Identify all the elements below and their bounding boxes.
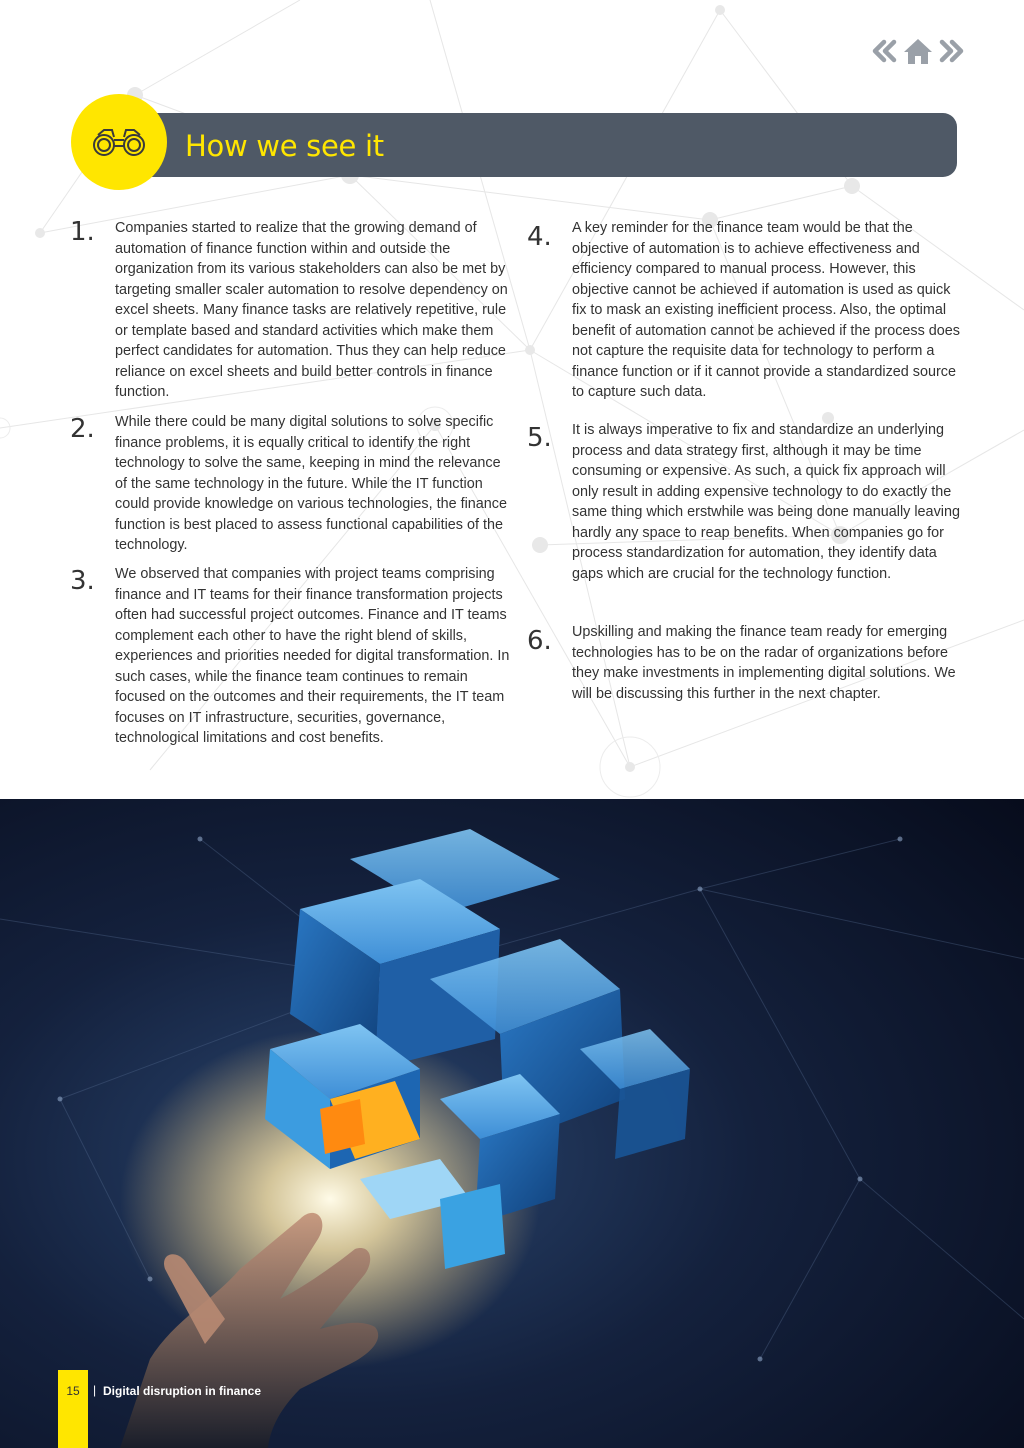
- item-6-number: 6.: [527, 626, 552, 656]
- page-number: 15: [66, 1384, 80, 1398]
- binoculars-icon: [88, 127, 150, 157]
- item-6-text: Upskilling and making the finance team ready for emerging technologies has to be on the radar of organizations before they make investments in implementing digital solutions. We will be discussing this further in the next chapter.: [572, 624, 956, 702]
- section-header-bar: [110, 113, 957, 177]
- header-icon-badge: [71, 94, 167, 190]
- item-2-text: While there could be many digital solutions to solve specific finance problems, it is equally critical to identify the right technology to solve the same, keeping in mind the relevance of the same technology in the future. While the IT function could provide knowledge on various technologies, the finance function is best placed to assess functional capabilities of the technology.: [115, 414, 508, 553]
- footer-document-title: Digital disruption in finance: [103, 1384, 262, 1398]
- next-page-button[interactable]: [936, 34, 968, 68]
- item-5-text: It is always imperative to fix and standardize an underlying process and data strategy first, although it may be time consuming or expensive. As such, a quick fix approach will only result in adding expensive technology to do exactly the same thing which erstwhile was being done manually leaving hardly any space to reap benefits. When companies go for process standardization for automation, they identify data gaps which are crucial for the technology function.: [572, 422, 960, 582]
- home-icon: [903, 37, 933, 65]
- double-chevron-left-icon: [870, 38, 898, 64]
- section-title: How we see it: [185, 129, 384, 163]
- home-button[interactable]: [902, 34, 934, 68]
- item-4-number: 4.: [527, 222, 552, 252]
- item-5-number: 5.: [527, 423, 552, 453]
- hero-photo: [0, 799, 1024, 1448]
- footer-accent-bar: [58, 1370, 88, 1448]
- item-3-text: We observed that companies with project teams comprising finance and IT teams for their finance transformation projects often had successful project outcomes. Finance and IT teams complement each other to have the right blend of skills, experiences and priorities needed for digital transformation. In such cases, while the finance team continues to remain focused on the outcomes and their requirements, the IT team focuses on IT infrastructure, securities, governance, technological limitations and cost benefits.: [115, 566, 510, 746]
- item-3-number: 3.: [70, 566, 95, 596]
- double-chevron-right-icon: [938, 38, 966, 64]
- page-navigation: [868, 34, 968, 68]
- previous-page-button[interactable]: [868, 34, 900, 68]
- item-2-number: 2.: [70, 414, 95, 444]
- footer-separator: |: [93, 1383, 97, 1397]
- cube-hand-illustration: [0, 799, 1024, 1448]
- item-4-text: A key reminder for the finance team would be that the objective of automation is to achieve effectiveness and efficiency compared to manual process. However, this objective cannot be achieved if automation is used as quick fix to mask an existing inefficient process. Also, the optimal benefit of automation cannot be achieved if the process does not capture the requisite data for technology to perform a finance function or if it cannot provide a standardized source to capture such data.: [572, 220, 961, 400]
- item-1-number: 1.: [70, 217, 95, 247]
- item-1-text: Companies started to realize that the growing demand of automation of finance function within and outside the organization from its various stakeholders can also be met by targeting smaller scaler automation to resolve dependency on excel sheets. Many finance tasks are relatively repetitive, rule or template based and standard activities which make them perfect candidates for automation. Thus they can help reduce reliance on excel sheets and build better controls in finance function.: [115, 220, 508, 400]
